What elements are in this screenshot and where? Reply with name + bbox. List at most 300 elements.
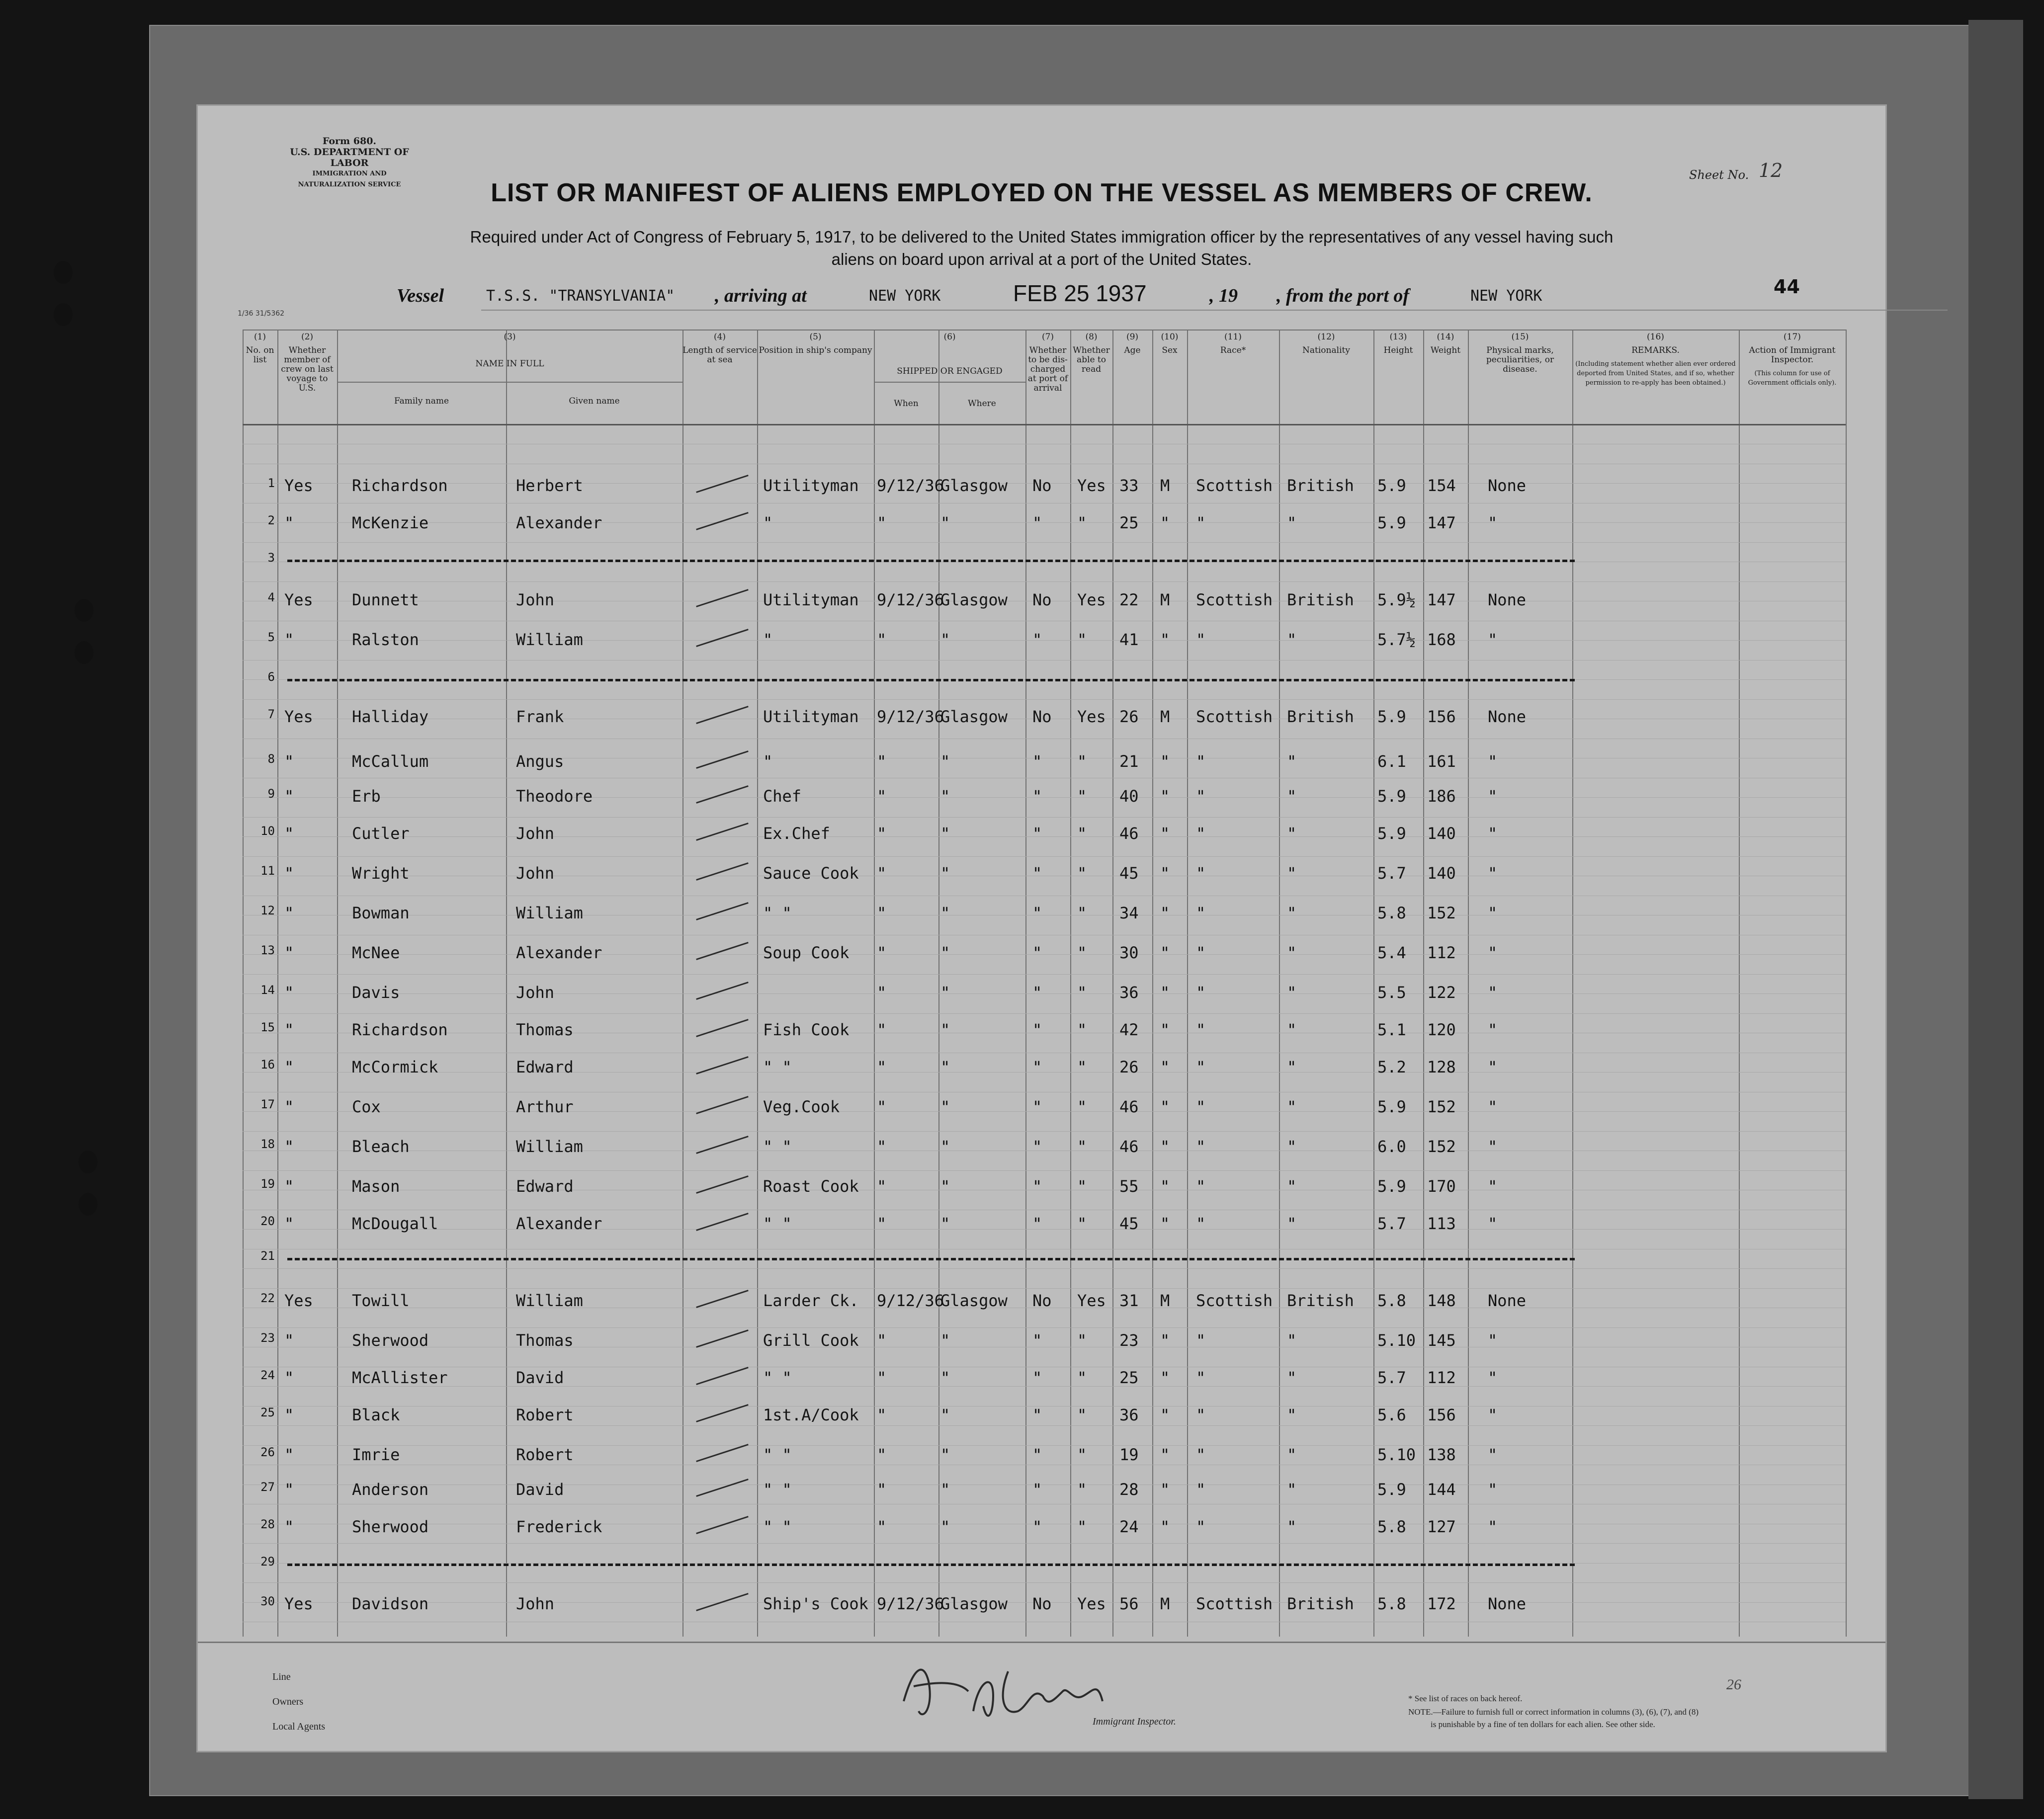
cell-marks: None <box>1488 476 1527 495</box>
cell-crew: " <box>284 943 294 962</box>
cell-position: " " <box>763 1480 792 1499</box>
cell-when: " <box>877 824 887 843</box>
cell-height: 5.9 <box>1377 513 1406 532</box>
cell-nat: British <box>1287 707 1354 726</box>
cell-where: " <box>940 983 950 1002</box>
cell-when: " <box>877 513 887 532</box>
cell-family: Cutler <box>352 824 410 843</box>
cell-family: Richardson <box>352 1020 448 1039</box>
cell-given: William <box>516 904 583 922</box>
cell-marks: " <box>1488 943 1498 962</box>
cell-given: Edward <box>516 1058 574 1076</box>
cell-disch: " <box>1032 1368 1042 1387</box>
punch-hole <box>75 641 93 664</box>
cell-disch: " <box>1032 1020 1042 1039</box>
cell-family: Dunnett <box>352 590 419 609</box>
cell-sex: " <box>1160 1177 1170 1196</box>
cell-when: " <box>877 1020 887 1039</box>
cell-age: 36 <box>1119 983 1139 1002</box>
cell-when: " <box>877 752 887 771</box>
service-tick-mark <box>696 512 749 530</box>
ruled-line <box>243 1111 1846 1112</box>
cell-when: " <box>877 864 887 883</box>
cell-read: " <box>1077 1480 1087 1499</box>
separator-dashes <box>287 1564 1575 1566</box>
cell-given: Robert <box>516 1445 574 1464</box>
cell-when: " <box>877 1097 887 1116</box>
cell-nat: " <box>1287 1177 1297 1196</box>
cell-given: Edward <box>516 1177 574 1196</box>
cell-height: 5.10 <box>1377 1331 1416 1350</box>
service-tick-mark <box>696 1329 749 1348</box>
column-header-text: (13) <box>1389 332 1407 342</box>
cell-age: 46 <box>1119 1137 1139 1156</box>
cell-weight: 161 <box>1427 752 1456 771</box>
cell-height: 5.4 <box>1377 943 1406 962</box>
cell-age: 46 <box>1119 1097 1139 1116</box>
cell-age: 33 <box>1119 476 1139 495</box>
cell-given: Alexander <box>516 1214 602 1233</box>
cell-crew: " <box>284 983 294 1002</box>
cell-weight: 147 <box>1427 513 1456 532</box>
cell-sex: " <box>1160 513 1170 532</box>
row-number: 7 <box>267 707 275 721</box>
cell-sex: " <box>1160 1214 1170 1233</box>
cell-race: " <box>1196 787 1206 806</box>
punch-hole <box>79 1151 97 1173</box>
cell-family: Black <box>352 1406 400 1424</box>
cell-sex: " <box>1160 864 1170 883</box>
service-tick-mark <box>696 629 749 647</box>
cell-sex: " <box>1160 1517 1170 1536</box>
row-number: 8 <box>267 752 275 766</box>
cell-sex: " <box>1160 1020 1170 1039</box>
cell-position: Grill Cook <box>763 1331 859 1350</box>
cell-race: " <box>1196 1368 1206 1387</box>
cell-given: Herbert <box>516 476 583 495</box>
cell-disch: " <box>1032 1137 1042 1156</box>
cell-marks: " <box>1488 904 1498 922</box>
cell-when: 9/12/36 <box>877 707 944 726</box>
cell-where: " <box>940 1480 950 1499</box>
cell-read: " <box>1077 630 1087 649</box>
cell-where: " <box>940 1368 950 1387</box>
ruled-line <box>243 581 1846 582</box>
row-number: 6 <box>267 670 275 684</box>
cell-position: Roast Cook <box>763 1177 859 1196</box>
cell-sex: M <box>1160 1594 1170 1613</box>
column-header <box>1152 332 1187 359</box>
cell-disch: " <box>1032 904 1042 922</box>
cell-marks: " <box>1488 630 1498 649</box>
cell-sex: " <box>1160 1097 1170 1116</box>
row-number: 30 <box>260 1594 275 1608</box>
cell-weight: 168 <box>1427 630 1456 649</box>
service-tick-mark <box>696 750 749 769</box>
cell-where: " <box>940 1097 950 1116</box>
row-number: 19 <box>260 1177 275 1191</box>
column-header-number: (6) <box>943 332 956 342</box>
header-rule <box>243 424 1846 425</box>
cell-disch: " <box>1032 1480 1042 1499</box>
cell-read: " <box>1077 1137 1087 1156</box>
column-header <box>1187 332 1279 359</box>
row-number: 23 <box>260 1331 275 1345</box>
cell-crew: Yes <box>284 1594 313 1613</box>
cell-family: Ralston <box>352 630 419 649</box>
service-tick-mark <box>696 1213 749 1231</box>
ruled-line <box>243 836 1846 837</box>
cell-crew: " <box>284 1058 294 1076</box>
row-number: 5 <box>267 630 275 644</box>
cell-marks: " <box>1488 787 1498 806</box>
cell-race: " <box>1196 1517 1206 1536</box>
cell-given: David <box>516 1368 564 1387</box>
cell-given: Thomas <box>516 1020 574 1039</box>
row-number: 14 <box>260 983 275 997</box>
cell-family: Richardson <box>352 476 448 495</box>
cell-family: McAllister <box>352 1368 448 1387</box>
inspector-label: Immigrant Inspector. <box>1093 1716 1176 1727</box>
cell-age: 30 <box>1119 943 1139 962</box>
cell-race: " <box>1196 1058 1206 1076</box>
column-header <box>1572 332 1739 392</box>
column-rule <box>337 330 338 1637</box>
cell-disch: " <box>1032 787 1042 806</box>
subtitle-line-1: Required under Act of Congress of February 5, 1917, to be delivered to the United States immigration officer by the representatives of any vessel having such <box>470 228 1614 246</box>
cell-position: " <box>763 630 773 649</box>
column-header-text: (16) <box>1647 332 1664 342</box>
cell-nat: " <box>1287 1445 1297 1464</box>
ruled-line <box>243 817 1846 818</box>
cell-when: " <box>877 983 887 1002</box>
cell-weight: 152 <box>1427 1097 1456 1116</box>
cell-crew: " <box>284 1368 294 1387</box>
cell-read: " <box>1077 1214 1087 1233</box>
ruled-line <box>243 640 1846 641</box>
cell-when: " <box>877 1517 887 1536</box>
column-header: SHIPPED OR ENGAGED <box>897 366 1003 376</box>
cell-sex: " <box>1160 1368 1170 1387</box>
cell-where: " <box>940 943 950 962</box>
cell-disch: " <box>1032 1058 1042 1076</box>
cell-given: Robert <box>516 1406 574 1424</box>
column-header <box>1025 332 1070 397</box>
cell-race: Scottish <box>1196 1291 1273 1310</box>
cell-sex: " <box>1160 904 1170 922</box>
column-header: NAME IN FULL <box>475 359 544 369</box>
column-rule <box>757 330 758 1637</box>
cell-family: Sherwood <box>352 1517 429 1536</box>
cell-sex: " <box>1160 1480 1170 1499</box>
cell-weight: 120 <box>1427 1020 1456 1039</box>
cell-disch: No <box>1032 590 1052 609</box>
cell-crew: " <box>284 787 294 806</box>
cell-sex: M <box>1160 590 1170 609</box>
cell-age: 25 <box>1119 1368 1139 1387</box>
cell-position: Chef <box>763 787 802 806</box>
column-header-text: (15) <box>1511 332 1529 342</box>
cell-race: " <box>1196 904 1206 922</box>
cell-weight: 140 <box>1427 824 1456 843</box>
cell-disch: " <box>1032 943 1042 962</box>
cell-marks: None <box>1488 1291 1527 1310</box>
cell-read: " <box>1077 1177 1087 1196</box>
cell-position: Utilityman <box>763 590 859 609</box>
cell-age: 21 <box>1119 752 1139 771</box>
cell-family: McNee <box>352 943 400 962</box>
cell-age: 45 <box>1119 864 1139 883</box>
cell-height: 5.2 <box>1377 1058 1406 1076</box>
cell-race: " <box>1196 1137 1206 1156</box>
row-number: 15 <box>260 1020 275 1034</box>
department-name: U.S. DEPARTMENT OF LABOR <box>290 147 409 168</box>
cell-position: " " <box>763 1445 792 1464</box>
cell-age: 26 <box>1119 707 1139 726</box>
cell-weight: 156 <box>1427 1406 1456 1424</box>
row-number: 21 <box>260 1249 275 1263</box>
ruled-line <box>243 1425 1846 1426</box>
column-header-text: Height <box>1383 345 1413 355</box>
cell-age: 56 <box>1119 1594 1139 1613</box>
cell-sex: " <box>1160 943 1170 962</box>
cell-when: " <box>877 1058 887 1076</box>
column-rule <box>277 330 278 1637</box>
cell-family: Cox <box>352 1097 381 1116</box>
cell-read: " <box>1077 1517 1087 1536</box>
cell-weight: 127 <box>1427 1517 1456 1536</box>
cell-weight: 112 <box>1427 943 1456 962</box>
cell-age: 23 <box>1119 1331 1139 1350</box>
cell-position: " " <box>763 1058 792 1076</box>
cell-age: 28 <box>1119 1480 1139 1499</box>
ruled-line <box>243 522 1846 523</box>
cell-race: " <box>1196 943 1206 962</box>
cell-given: William <box>516 1137 583 1156</box>
cell-where: " <box>940 904 950 922</box>
column-header-text: Sex <box>1162 345 1178 355</box>
cell-nat: " <box>1287 824 1297 843</box>
column-header <box>243 332 277 369</box>
cell-given: Alexander <box>516 513 602 532</box>
cell-given: John <box>516 1594 555 1613</box>
cell-where: " <box>940 513 950 532</box>
cell-nat: " <box>1287 1020 1297 1039</box>
cell-read: " <box>1077 864 1087 883</box>
cell-age: 42 <box>1119 1020 1139 1039</box>
cell-family: Sherwood <box>352 1331 429 1350</box>
column-header-text: (5) <box>809 332 822 342</box>
cell-nat: " <box>1287 904 1297 922</box>
cell-marks: " <box>1488 824 1498 843</box>
cell-given: Alexander <box>516 943 602 962</box>
cell-height: 5.9 <box>1377 1097 1406 1116</box>
column-header: Where <box>968 399 996 409</box>
cell-crew: Yes <box>284 590 313 609</box>
cell-read: Yes <box>1077 476 1106 495</box>
cell-given: Frederick <box>516 1517 602 1536</box>
cell-position: " " <box>763 904 792 922</box>
cell-where: " <box>940 1020 950 1039</box>
cell-position: Veg.Cook <box>763 1097 840 1116</box>
cell-height: 5.9 <box>1377 787 1406 806</box>
cell-when: " <box>877 630 887 649</box>
cell-crew: " <box>284 1445 294 1464</box>
cell-race: " <box>1196 752 1206 771</box>
cell-read: Yes <box>1077 590 1106 609</box>
cell-marks: " <box>1488 1137 1498 1156</box>
row-number: 28 <box>260 1517 275 1531</box>
cell-height: 5.9 <box>1377 476 1406 495</box>
cell-when: 9/12/36 <box>877 1291 944 1310</box>
cell-where: " <box>940 1137 950 1156</box>
cell-where: " <box>940 1177 950 1196</box>
cell-disch: " <box>1032 1097 1042 1116</box>
cell-position: 1st.A/Cook <box>763 1406 859 1424</box>
cell-when: 9/12/36 <box>877 590 944 609</box>
cell-race: Scottish <box>1196 476 1273 495</box>
cell-marks: " <box>1488 1480 1498 1499</box>
cell-position: Sauce Cook <box>763 864 859 883</box>
cell-sex: " <box>1160 1445 1170 1464</box>
column-header <box>1373 332 1423 359</box>
service-tick-mark <box>696 589 749 607</box>
cell-given: Angus <box>516 752 564 771</box>
column-header: Given name <box>569 396 620 406</box>
cell-weight: 186 <box>1427 787 1456 806</box>
column-header-text: Length of service at sea <box>682 345 757 365</box>
column-header-text: Position in ship's company <box>759 345 872 355</box>
row-number: 18 <box>260 1137 275 1151</box>
column-rule <box>1025 330 1026 1637</box>
cell-family: Wright <box>352 864 410 883</box>
cell-nat: " <box>1287 1137 1297 1156</box>
cell-age: 40 <box>1119 787 1139 806</box>
column-header <box>1279 332 1373 359</box>
cell-race: " <box>1196 983 1206 1002</box>
cell-nat: " <box>1287 1368 1297 1387</box>
cell-crew: " <box>284 1214 294 1233</box>
column-header-text: Weight <box>1430 345 1461 355</box>
cell-race: " <box>1196 1445 1206 1464</box>
service-tick-mark <box>696 1290 749 1308</box>
cell-race: Scottish <box>1196 1594 1273 1613</box>
cell-disch: " <box>1032 630 1042 649</box>
cell-marks: " <box>1488 1097 1498 1116</box>
service-tick-mark <box>696 942 749 960</box>
cell-race: " <box>1196 1214 1206 1233</box>
column-header-text: (17) <box>1784 332 1801 342</box>
fine-note-line-1: NOTE.—Failure to furnish full or correct information in columns (3), (6), (7), and (8) <box>1408 1707 1699 1717</box>
cell-age: 36 <box>1119 1406 1139 1424</box>
cell-family: Mason <box>352 1177 400 1196</box>
cell-family: Halliday <box>352 707 429 726</box>
cell-nat: " <box>1287 787 1297 806</box>
cell-age: 22 <box>1119 590 1139 609</box>
cell-weight: 140 <box>1427 864 1456 883</box>
cell-age: 34 <box>1119 904 1139 922</box>
cell-read: Yes <box>1077 1291 1106 1310</box>
ruled-line <box>243 1445 1846 1446</box>
cell-position: Ship's Cook <box>763 1594 868 1613</box>
cell-family: Davidson <box>352 1594 429 1613</box>
cell-disch: " <box>1032 1331 1042 1350</box>
cell-crew: " <box>284 1331 294 1350</box>
cell-nat: " <box>1287 513 1297 532</box>
cell-disch: " <box>1032 1517 1042 1536</box>
cell-read: " <box>1077 824 1087 843</box>
ruled-line <box>243 1327 1846 1328</box>
cell-position: Utilityman <box>763 476 859 495</box>
column-header: Family name <box>394 396 449 406</box>
service-tick-mark <box>696 982 749 1000</box>
cell-nat: " <box>1287 1097 1297 1116</box>
cell-nat: " <box>1287 630 1297 649</box>
cell-weight: 128 <box>1427 1058 1456 1076</box>
subheader-rule <box>337 382 682 383</box>
service-tick-mark <box>696 1136 749 1154</box>
separator-dashes <box>287 679 1575 681</box>
column-rule <box>1739 330 1740 1637</box>
column-header-text: Age <box>1124 345 1141 355</box>
service-tick-mark <box>696 823 749 841</box>
column-rule <box>243 330 244 1637</box>
row-number: 29 <box>260 1555 275 1569</box>
column-header-text: No. on list <box>246 345 274 365</box>
cell-disch: " <box>1032 1406 1042 1424</box>
cell-weight: 170 <box>1427 1177 1456 1196</box>
cell-nat: " <box>1287 752 1297 771</box>
service-tick-mark <box>696 1479 749 1497</box>
cell-weight: 152 <box>1427 904 1456 922</box>
cell-height: 5.9 <box>1377 824 1406 843</box>
service-tick-mark <box>696 1019 749 1037</box>
cell-sex: " <box>1160 1137 1170 1156</box>
arriving-port: NEW YORK <box>869 287 941 305</box>
ruled-line <box>243 1288 1846 1289</box>
punch-hole <box>54 303 73 326</box>
cell-read: Yes <box>1077 707 1106 726</box>
cell-disch: " <box>1032 1214 1042 1233</box>
column-header-text: (8) <box>1085 332 1098 342</box>
column-rule <box>1468 330 1469 1637</box>
punch-hole <box>54 261 73 284</box>
cell-when: " <box>877 1331 887 1350</box>
cell-sex: M <box>1160 707 1170 726</box>
cell-disch: " <box>1032 1445 1042 1464</box>
cell-read: " <box>1077 1368 1087 1387</box>
cell-height: 5.10 <box>1377 1445 1416 1464</box>
cell-position: " " <box>763 1214 792 1233</box>
cell-weight: 148 <box>1427 1291 1456 1310</box>
cell-read: " <box>1077 1020 1087 1039</box>
cell-crew: " <box>284 864 294 883</box>
owners-label: Owners <box>272 1696 304 1707</box>
cell-marks: None <box>1488 707 1527 726</box>
ruled-line <box>243 542 1846 543</box>
cell-race: Scottish <box>1196 707 1273 726</box>
page-title: LIST OR MANIFEST OF ALIENS EMPLOYED ON THE VESSEL AS MEMBERS OF CREW. <box>491 178 1593 207</box>
cell-position: Fish Cook <box>763 1020 850 1039</box>
cell-sex: " <box>1160 630 1170 649</box>
cell-position: Soup Cook <box>763 943 850 962</box>
column-header-text: (12) <box>1317 332 1335 342</box>
cell-nat: British <box>1287 1291 1354 1310</box>
cell-height: 6.0 <box>1377 1137 1406 1156</box>
cell-height: 5.7 <box>1377 1214 1406 1233</box>
cell-family: McDougall <box>352 1214 438 1233</box>
cell-height: 5.1 <box>1377 1020 1406 1039</box>
